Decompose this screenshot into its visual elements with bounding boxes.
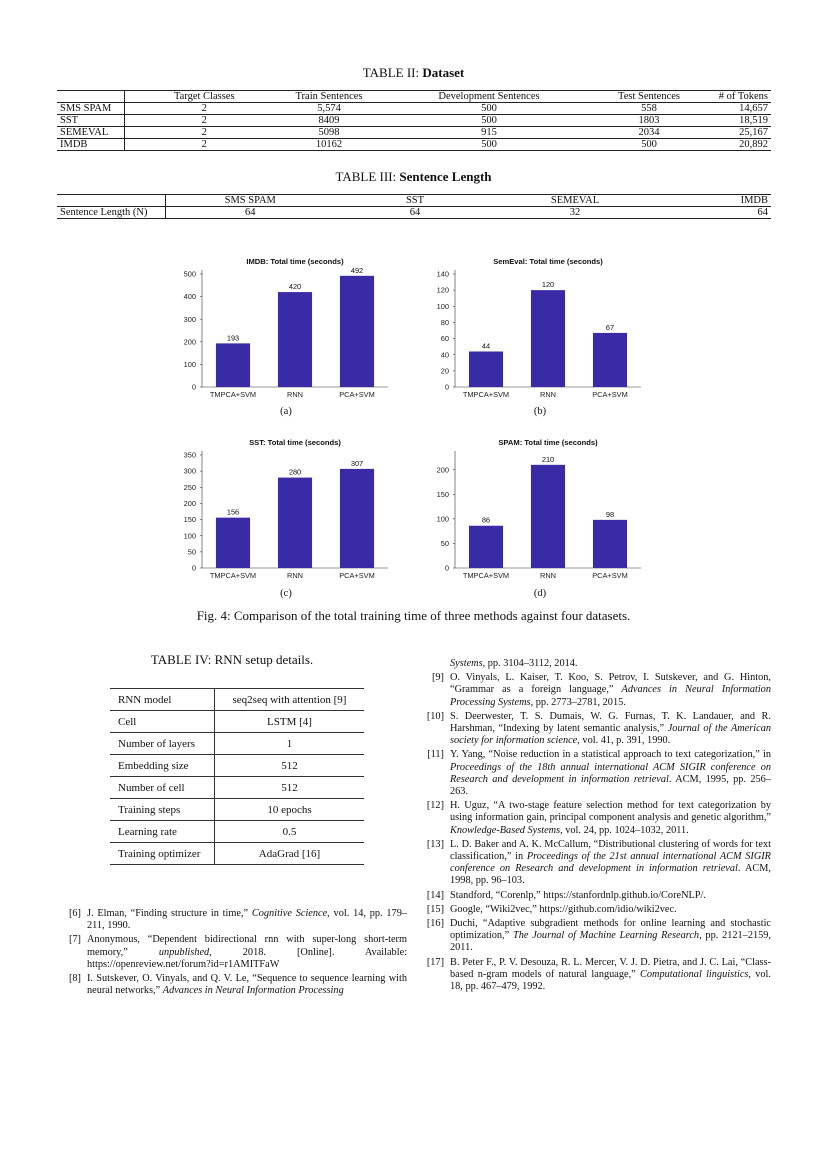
subfigure-label-c: (c) — [280, 588, 292, 599]
reference-text — [87, 934, 407, 971]
table-cell: 20,892 — [694, 139, 771, 151]
table3-header-cell: IMDB — [655, 195, 771, 207]
reference-fragment: Duchi, “Adaptive subgradient methods for online learning and stochastic optimization,” — [450, 918, 771, 942]
reference-text — [450, 672, 771, 709]
reference-item — [420, 711, 771, 748]
reference-fragment: Google, “Wiki2vec,” https://github.com/idio/wiki2vec. — [450, 903, 677, 915]
reference-fragment: , pp. 2121–2159, 2011. — [450, 930, 771, 954]
table2-header-cell: Development Sentences — [374, 91, 604, 103]
reference-venue: Advances in Neural Information Processing Systems — [450, 684, 771, 708]
reference-fragment: B. Peter F., P. V. Desouza, R. L. Mercer, V. J. D. Pietra, and J. C. Lai, “Class-based n-gram models of natural language,” — [450, 956, 771, 980]
bar-value-label: 307 — [350, 458, 364, 468]
subfigure-label-a: (a) — [280, 406, 292, 417]
table3-caption-prefix: TABLE III: — [335, 169, 397, 184]
reference-fragment: , pp. 2773–2781, 2015. — [530, 696, 626, 708]
table-row — [110, 843, 364, 865]
table2-header-cell: # of Tokens — [694, 91, 771, 103]
table-cell: 2034 — [604, 127, 694, 139]
reference-venue: Knowledge-Based Systems — [450, 824, 561, 836]
table2-header-cell: Test Sentences — [604, 91, 694, 103]
table-cell: 5,574 — [284, 103, 374, 115]
reference-number: [11] — [427, 749, 444, 761]
reference-number: [7] — [68, 934, 81, 946]
table-cell: 18,519 — [694, 115, 771, 127]
y-tick-label: 80 — [440, 318, 449, 328]
table-cell: SST — [57, 115, 124, 127]
table-row — [57, 115, 771, 127]
x-tick-label: RNN — [539, 390, 557, 399]
sentence-length-table — [57, 194, 771, 219]
reference-venue: The Journal of Machine Learning Research — [512, 930, 700, 942]
table3-header-cell: SMS SPAM — [165, 195, 335, 207]
figure-caption: Fig. 4: Comparison of the total training time of three methods against four datasets. — [196, 608, 631, 623]
table-cell: 64 — [165, 207, 335, 219]
reference-fragment: , vol. 24, pp. 1024–1032, 2011. — [560, 824, 689, 836]
table-cell: 32 — [495, 207, 655, 219]
table-cell: 64 — [335, 207, 495, 219]
reference-text — [450, 749, 771, 798]
reference-number: [13] — [426, 838, 444, 850]
x-tick-label: TMPCA+SVM — [462, 571, 510, 580]
x-tick-label: PCA+SVM — [592, 390, 628, 399]
table-cell: SEMEVAL — [57, 127, 124, 139]
x-tick-label: RNN — [539, 571, 557, 580]
table-cell: 2 — [124, 127, 284, 139]
x-tick-label: PCA+SVM — [339, 571, 375, 580]
reference-item — [420, 957, 771, 994]
table-row — [110, 755, 364, 777]
reference-number: [9] — [431, 672, 444, 684]
reference-item — [57, 973, 407, 997]
y-tick-label: 100 — [183, 531, 196, 541]
reference-item — [420, 839, 771, 888]
table2-header-row — [57, 91, 771, 103]
chart-imdb — [160, 252, 410, 402]
reference-number: [8] — [68, 973, 81, 985]
bar-value-label: 67 — [605, 322, 615, 332]
bar-value-label: 492 — [350, 265, 364, 275]
reference-venue: unpublished — [158, 946, 210, 958]
reference-item — [420, 800, 771, 837]
table-cell: Sentence Length (N) — [57, 207, 165, 219]
table-cell: SMS SPAM — [57, 103, 124, 115]
setting-value: 512 — [215, 755, 365, 777]
y-tick-label: 350 — [183, 450, 196, 460]
y-tick-label: 100 — [436, 301, 449, 311]
table-row — [110, 799, 364, 821]
references-left-column — [57, 908, 407, 999]
reference-fragment: J. Elman, “Finding structure in time,” — [87, 908, 252, 919]
table-cell: 500 — [604, 139, 694, 151]
reference-venue: Proceedings of the 21st annual international ACM SIGIR conference on Research and development in information retrieval — [450, 851, 771, 875]
reference-number: [12] — [426, 800, 444, 812]
x-tick-label: RNN — [286, 390, 304, 399]
reference-fragment: Anonymous, “Dependent bidirectional rnn with super-long short-term memory,” — [87, 934, 407, 958]
y-tick-label: 0 — [444, 563, 449, 573]
reference-venue: Computational linguistics — [640, 968, 749, 980]
bar — [593, 520, 627, 568]
y-tick-label: 100 — [436, 514, 449, 524]
x-tick-label: TMPCA+SVM — [209, 571, 257, 580]
setting-name: Training optimizer — [110, 843, 215, 865]
setting-value: LSTM [4] — [215, 711, 365, 733]
chart-spam-svg — [413, 433, 663, 583]
y-tick-label: 0 — [191, 382, 196, 392]
table2-header-cell: Train Sentences — [284, 91, 374, 103]
reference-fragment: O. Vinyals, L. Kaiser, T. Koo, S. Petrov, I. Sutskever, and G. Hinton, “Grammar as a foreign language,” — [450, 672, 771, 696]
y-tick-label: 0 — [444, 382, 449, 392]
reference-text — [87, 908, 407, 932]
reference-fragment: I. Sutskever, O. Vinyals, and Q. V. Le, “Sequence to sequence learning with neural networks,” — [87, 973, 407, 997]
y-tick-label: 60 — [440, 334, 449, 344]
y-tick-label: 50 — [440, 539, 449, 549]
y-tick-label: 120 — [436, 285, 449, 295]
setting-value: 512 — [215, 777, 365, 799]
y-tick-label: 100 — [183, 360, 196, 369]
reference-fragment: , 2018. [Online]. Available: https://openreview.net/forum?id=r1AMITFaW — [87, 946, 407, 970]
table-row — [110, 689, 364, 711]
table-cell: 558 — [604, 103, 694, 115]
bar — [278, 292, 312, 387]
rnn-setup-table — [110, 688, 364, 865]
setting-name: RNN model — [110, 689, 215, 711]
bar-value-label: 280 — [288, 467, 302, 477]
reference-item — [420, 904, 771, 916]
reference-text — [450, 800, 771, 837]
table-cell: 1803 — [604, 115, 694, 127]
y-tick-label: 250 — [183, 482, 196, 492]
reference-fragment: . ACM, 1998, pp. 96–103. — [450, 863, 771, 887]
bar-value-label: 98 — [605, 509, 615, 519]
table3-header-cell — [57, 195, 165, 207]
bar-value-label: 193 — [226, 333, 240, 343]
chart-title: IMDB: Total time (seconds) — [246, 257, 344, 266]
x-tick-label: RNN — [286, 571, 304, 580]
reference-item — [420, 672, 771, 709]
reference-text — [450, 957, 771, 994]
bar — [593, 333, 627, 387]
table2-caption-title: Dataset — [422, 65, 465, 80]
reference-item — [420, 890, 771, 902]
reference-item — [420, 658, 771, 670]
reference-text — [450, 839, 771, 888]
reference-number: [14] — [426, 889, 444, 901]
table-cell: 500 — [374, 103, 604, 115]
table-cell: 2 — [124, 139, 284, 151]
setting-name: Learning rate — [110, 821, 215, 843]
table-cell: 500 — [374, 115, 604, 127]
reference-text — [87, 973, 407, 997]
y-tick-label: 300 — [183, 466, 196, 476]
chart-sst-svg — [160, 433, 410, 583]
bar — [531, 465, 565, 568]
table3-row — [57, 207, 771, 219]
table-cell: 915 — [374, 127, 604, 139]
bar-value-label: 210 — [541, 454, 555, 464]
bar — [469, 351, 503, 387]
x-tick-label: PCA+SVM — [339, 390, 375, 399]
x-tick-label: TMPCA+SVM — [462, 390, 510, 399]
table4-caption: TABLE IV: RNN setup details. — [150, 652, 314, 667]
table-row — [110, 821, 364, 843]
bar — [216, 518, 250, 568]
y-tick-label: 300 — [183, 314, 196, 324]
reference-text — [450, 658, 771, 670]
bar-value-label: 156 — [226, 507, 240, 517]
bar-value-label: 120 — [541, 280, 555, 290]
setting-name: Embedding size — [110, 755, 215, 777]
y-tick-label: 140 — [436, 269, 449, 279]
x-tick-label: TMPCA+SVM — [209, 390, 257, 399]
y-tick-label: 150 — [183, 515, 196, 525]
table-row — [57, 139, 771, 151]
reference-fragment: L. D. Baker and A. K. McCallum, “Distributional clustering of words for text classification,” in — [450, 838, 771, 863]
table-cell: 8409 — [284, 115, 374, 127]
bar — [216, 343, 250, 387]
setting-name: Cell — [110, 711, 215, 733]
reference-fragment: , vol. 18, pp. 467–479, 1992. — [450, 968, 771, 993]
reference-text — [450, 918, 771, 955]
chart-title: SemEval: Total time (seconds) — [493, 257, 603, 266]
y-tick-label: 400 — [183, 292, 196, 302]
y-tick-label: 50 — [187, 547, 196, 557]
reference-venue: Journal of the American society for information science — [450, 723, 771, 747]
reference-text — [450, 711, 771, 748]
reference-fragment: Standford, “Corenlp,” https://stanfordnlp.github.io/CoreNLP/. — [450, 889, 706, 901]
table3-header-cell: SEMEVAL — [495, 195, 655, 207]
table3-header-cell: SST — [335, 195, 495, 207]
reference-item — [57, 908, 407, 932]
chart-title: SPAM: Total time (seconds) — [498, 438, 598, 447]
chart-semeval-svg — [413, 252, 663, 402]
reference-venue: Cognitive Science — [251, 908, 328, 919]
y-tick-label: 200 — [183, 337, 196, 347]
subfigure-label-d: (d) — [533, 588, 547, 599]
setting-value: 0.5 — [215, 821, 365, 843]
setting-value: AdaGrad [16] — [215, 843, 365, 865]
chart-title: SST: Total time (seconds) — [249, 438, 341, 447]
table-cell: 14,657 — [694, 103, 771, 115]
setting-name: Number of cell — [110, 777, 215, 799]
reference-fragment: . ACM, 1995, pp. 256–263. — [450, 773, 771, 798]
reference-number: [16] — [426, 918, 444, 930]
reference-venue: Advances in Neural Information Processing — [162, 985, 344, 997]
bar-value-label: 86 — [481, 515, 491, 525]
reference-number: [15] — [426, 903, 444, 915]
chart-imdb-svg — [160, 252, 410, 402]
table-cell: 64 — [655, 207, 771, 219]
reference-number: [10] — [426, 710, 444, 722]
reference-item — [57, 934, 407, 971]
reference-fragment: , vol. 41, p. 391, 1990. — [577, 735, 671, 747]
table-cell: 25,167 — [694, 127, 771, 139]
table3-caption-title: Sentence Length — [399, 169, 492, 184]
y-tick-label: 40 — [440, 350, 449, 360]
reference-venue: Proceedings of the 18th annual international ACM SIGIR conference on Research and development in information retrieval — [450, 761, 771, 785]
table3-header-row — [57, 195, 771, 207]
table-row — [110, 777, 364, 799]
setting-value: 1 — [215, 733, 365, 755]
setting-name: Training steps — [110, 799, 215, 821]
subfigure-label-b: (b) — [533, 406, 547, 417]
reference-item — [420, 749, 771, 798]
reference-fragment: H. Uguz, “A two-stage feature selection method for text categorization by using information gain, principal component analysis and genetic algorithm,” — [450, 800, 771, 824]
x-tick-label: PCA+SVM — [592, 571, 628, 580]
table-row — [110, 711, 364, 733]
bar — [278, 478, 312, 568]
reference-number — [420, 658, 450, 670]
reference-number: [6] — [68, 908, 81, 919]
reference-number: [17] — [426, 956, 444, 968]
table-cell: 2 — [124, 115, 284, 127]
y-tick-label: 200 — [436, 465, 449, 475]
table-cell: 10162 — [284, 139, 374, 151]
table3-caption — [0, 169, 827, 185]
table2-header-cell — [57, 91, 124, 103]
table-cell: IMDB — [57, 139, 124, 151]
chart-semeval — [413, 252, 663, 402]
reference-venue: Systems — [450, 658, 483, 669]
table2-caption-prefix: TABLE II: — [362, 65, 420, 80]
table-cell: 500 — [374, 139, 604, 151]
chart-spam — [413, 433, 663, 583]
y-tick-label: 500 — [183, 269, 196, 279]
bar — [340, 276, 374, 387]
table-row — [57, 103, 771, 115]
table-cell: 2 — [124, 103, 284, 115]
setting-value: seq2seq with attention [9] — [215, 689, 365, 711]
bar-value-label: 420 — [288, 282, 302, 292]
reference-fragment: Y. Yang, “Noise reduction in a statistical approach to text categorization,” in — [450, 749, 771, 761]
bar-value-label: 44 — [481, 341, 491, 351]
reference-fragment: , pp. 3104–3112, 2014. — [482, 658, 578, 669]
table-row — [110, 733, 364, 755]
table-cell: 5098 — [284, 127, 374, 139]
bar — [469, 526, 503, 568]
reference-fragment: S. Deerwester, T. S. Dumais, W. G. Furnas, T. K. Landauer, and R. Harshman, “Indexing by latent semantic analysis,” — [450, 710, 771, 735]
y-tick-label: 0 — [191, 563, 196, 573]
y-tick-label: 20 — [440, 366, 449, 376]
y-tick-label: 200 — [183, 499, 196, 509]
references-right-column — [420, 658, 771, 995]
reference-item — [420, 918, 771, 955]
dataset-table — [57, 90, 771, 151]
bar — [340, 469, 374, 568]
bar — [531, 290, 565, 387]
reference-text — [450, 890, 771, 902]
setting-value: 10 epochs — [215, 799, 365, 821]
reference-text — [450, 904, 771, 916]
table-row — [57, 127, 771, 139]
setting-name: Number of layers — [110, 733, 215, 755]
y-tick-label: 150 — [436, 489, 449, 499]
reference-fragment: , vol. 14, pp. 179–211, 1990. — [87, 908, 407, 932]
chart-sst — [160, 433, 410, 583]
table2-header-cell: Target Classes — [124, 91, 284, 103]
table2-caption — [0, 65, 827, 81]
